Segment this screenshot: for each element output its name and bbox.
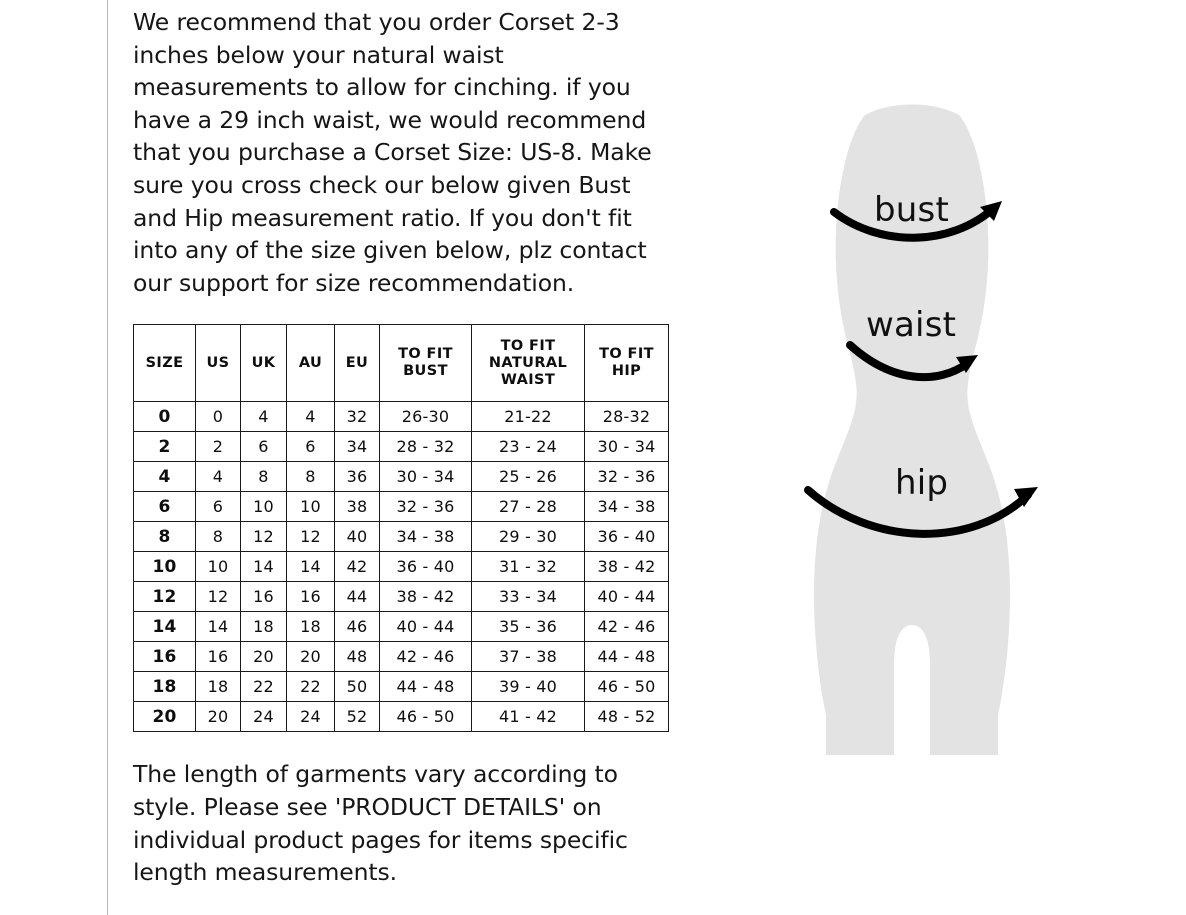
cell-us: 16 bbox=[196, 642, 241, 672]
cell-au: 10 bbox=[287, 492, 335, 522]
cell-natural-waist: 23 - 24 bbox=[472, 432, 585, 462]
cell-eu: 48 bbox=[335, 642, 380, 672]
cell-uk: 14 bbox=[241, 552, 287, 582]
cell-eu: 42 bbox=[335, 552, 380, 582]
cell-hip: 40 - 44 bbox=[585, 582, 669, 612]
cell-hip: 30 - 34 bbox=[585, 432, 669, 462]
cell-size: 10 bbox=[134, 552, 196, 582]
size-chart-table bbox=[133, 324, 669, 732]
cell-bust: 34 - 38 bbox=[380, 522, 472, 552]
table-row bbox=[134, 702, 669, 732]
table-row bbox=[134, 612, 669, 642]
column-header-au: AU bbox=[287, 325, 335, 402]
cell-eu: 40 bbox=[335, 522, 380, 552]
cell-size: 18 bbox=[134, 672, 196, 702]
cell-us: 10 bbox=[196, 552, 241, 582]
cell-size: 2 bbox=[134, 432, 196, 462]
table-body bbox=[134, 402, 669, 732]
hip-label: hip bbox=[895, 463, 949, 503]
table-row bbox=[134, 462, 669, 492]
cell-uk: 4 bbox=[241, 402, 287, 432]
cell-us: 18 bbox=[196, 672, 241, 702]
cell-hip: 48 - 52 bbox=[585, 702, 669, 732]
cell-natural-waist: 35 - 36 bbox=[472, 612, 585, 642]
cell-us: 0 bbox=[196, 402, 241, 432]
cell-bust: 40 - 44 bbox=[380, 612, 472, 642]
cell-us: 12 bbox=[196, 582, 241, 612]
cell-eu: 32 bbox=[335, 402, 380, 432]
cell-uk: 12 bbox=[241, 522, 287, 552]
cell-eu: 52 bbox=[335, 702, 380, 732]
cell-uk: 10 bbox=[241, 492, 287, 522]
cell-us: 2 bbox=[196, 432, 241, 462]
cell-eu: 44 bbox=[335, 582, 380, 612]
cell-hip: 32 - 36 bbox=[585, 462, 669, 492]
cell-natural-waist: 21-22 bbox=[472, 402, 585, 432]
cell-uk: 18 bbox=[241, 612, 287, 642]
cell-bust: 46 - 50 bbox=[380, 702, 472, 732]
cell-natural-waist: 31 - 32 bbox=[472, 552, 585, 582]
cell-bust: 42 - 46 bbox=[380, 642, 472, 672]
table-row bbox=[134, 582, 669, 612]
cell-hip: 34 - 38 bbox=[585, 492, 669, 522]
cell-hip: 44 - 48 bbox=[585, 642, 669, 672]
intro-paragraph: We recommend that you order Corset 2-3 inches below your natural waist measurements to allow for cinching. if you have a 29 inch waist, we would recommend that you purchase a Corset Size: US-8. Make sure you cross check our below given Bust and Hip measurement ratio. If you don't fit into any of the size given below, plz contact our support for size recommendation. bbox=[133, 8, 652, 297]
cell-uk: 20 bbox=[241, 642, 287, 672]
table-row bbox=[134, 432, 669, 462]
cell-au: 4 bbox=[287, 402, 335, 432]
cell-bust: 32 - 36 bbox=[380, 492, 472, 522]
cell-natural-waist: 25 - 26 bbox=[472, 462, 585, 492]
text-and-table-column bbox=[133, 0, 693, 889]
bust-label: bust bbox=[874, 190, 949, 230]
cell-hip: 38 - 42 bbox=[585, 552, 669, 582]
cell-eu: 34 bbox=[335, 432, 380, 462]
cell-eu: 38 bbox=[335, 492, 380, 522]
cell-hip: 28-32 bbox=[585, 402, 669, 432]
cell-us: 4 bbox=[196, 462, 241, 492]
cell-size: 0 bbox=[134, 402, 196, 432]
cell-size: 16 bbox=[134, 642, 196, 672]
cell-us: 14 bbox=[196, 612, 241, 642]
column-header-bust: TO FIT BUST bbox=[380, 325, 472, 402]
left-margin-rule bbox=[107, 0, 108, 915]
column-header-size: SIZE bbox=[134, 325, 196, 402]
cell-au: 16 bbox=[287, 582, 335, 612]
cell-au: 12 bbox=[287, 522, 335, 552]
cell-natural-waist: 29 - 30 bbox=[472, 522, 585, 552]
table-header-row bbox=[134, 325, 669, 402]
column-header-eu: EU bbox=[335, 325, 380, 402]
cell-uk: 24 bbox=[241, 702, 287, 732]
cell-eu: 46 bbox=[335, 612, 380, 642]
cell-uk: 8 bbox=[241, 462, 287, 492]
cell-au: 24 bbox=[287, 702, 335, 732]
cell-natural-waist: 33 - 34 bbox=[472, 582, 585, 612]
cell-hip: 36 - 40 bbox=[585, 522, 669, 552]
cell-au: 14 bbox=[287, 552, 335, 582]
column-header-us: US bbox=[196, 325, 241, 402]
cell-uk: 16 bbox=[241, 582, 287, 612]
cell-size: 6 bbox=[134, 492, 196, 522]
table-header bbox=[134, 325, 669, 402]
cell-au: 22 bbox=[287, 672, 335, 702]
cell-eu: 50 bbox=[335, 672, 380, 702]
cell-hip: 42 - 46 bbox=[585, 612, 669, 642]
cell-bust: 44 - 48 bbox=[380, 672, 472, 702]
column-header-hip: TO FIT HIP bbox=[585, 325, 669, 402]
cell-us: 6 bbox=[196, 492, 241, 522]
table-row bbox=[134, 492, 669, 522]
table-row bbox=[134, 402, 669, 432]
cell-bust: 36 - 40 bbox=[380, 552, 472, 582]
cell-au: 18 bbox=[287, 612, 335, 642]
cell-us: 8 bbox=[196, 522, 241, 552]
column-header-natural-waist: TO FIT NATURAL WAIST bbox=[472, 325, 585, 402]
cell-bust: 30 - 34 bbox=[380, 462, 472, 492]
cell-natural-waist: 27 - 28 bbox=[472, 492, 585, 522]
cell-natural-waist: 39 - 40 bbox=[472, 672, 585, 702]
cell-size: 12 bbox=[134, 582, 196, 612]
cell-us: 20 bbox=[196, 702, 241, 732]
cell-size: 8 bbox=[134, 522, 196, 552]
cell-uk: 6 bbox=[241, 432, 287, 462]
column-header-uk: UK bbox=[241, 325, 287, 402]
cell-bust: 26-30 bbox=[380, 402, 472, 432]
table-row bbox=[134, 672, 669, 702]
cell-bust: 38 - 42 bbox=[380, 582, 472, 612]
cell-eu: 36 bbox=[335, 462, 380, 492]
table-row bbox=[134, 552, 669, 582]
cell-hip: 46 - 50 bbox=[585, 672, 669, 702]
body-measurement-diagram bbox=[770, 95, 1120, 795]
cell-size: 4 bbox=[134, 462, 196, 492]
cell-uk: 22 bbox=[241, 672, 287, 702]
cell-au: 6 bbox=[287, 432, 335, 462]
cell-size: 14 bbox=[134, 612, 196, 642]
waist-label: waist bbox=[866, 305, 957, 345]
cell-au: 20 bbox=[287, 642, 335, 672]
cell-natural-waist: 41 - 42 bbox=[472, 702, 585, 732]
table-row bbox=[134, 522, 669, 552]
cell-size: 20 bbox=[134, 702, 196, 732]
cell-natural-waist: 37 - 38 bbox=[472, 642, 585, 672]
outro-paragraph: The length of garments vary according to style. Please see 'PRODUCT DETAILS' on individual product pages for items specific length measurements. bbox=[133, 760, 628, 887]
cell-bust: 28 - 32 bbox=[380, 432, 472, 462]
cell-au: 8 bbox=[287, 462, 335, 492]
table-row bbox=[134, 642, 669, 672]
